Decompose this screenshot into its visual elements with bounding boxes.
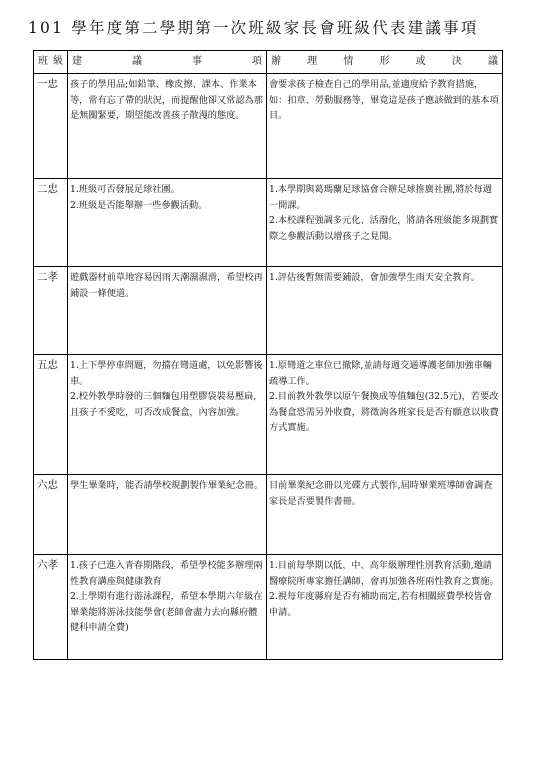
class-cell: 二忠 (34, 179, 68, 267)
suggestion-cell (68, 179, 267, 267)
response-item: 1.評估後暫無需要鋪設，會加強學生雨天安全教育。 (269, 272, 480, 283)
table-header-row (34, 51, 503, 74)
suggestion-item: 1.孩子已進入青春期階段，希望學校能多辦理兩性教育講座與健康教育 (70, 560, 263, 587)
header-char: 辦 (271, 56, 281, 67)
class-cell: 二孝 (34, 267, 68, 355)
table-row (34, 555, 503, 660)
response-cell (267, 555, 503, 660)
table-row (34, 475, 503, 555)
suggestion-cell (68, 555, 267, 660)
suggestion-cell (68, 74, 267, 179)
suggestion-item: 遊戲器材前草地容易因雨天潮濕濕滑，希望校再鋪設一條便道。 (70, 272, 263, 299)
header-char: 或 (415, 56, 426, 67)
document-title: 101 學年度第二學期第一次班級家長會班級代表建議事項 (28, 19, 479, 37)
class-cell: 一忠 (34, 74, 68, 179)
header-char: 項 (252, 56, 262, 67)
header-char: 議 (132, 56, 142, 67)
response-item: 會要求孩子檢查自己的學用品,並適度給予教育措施，如：扣章、勞動服務等，畢竟這是孩子應該做到的基本項目。 (269, 79, 499, 121)
suggestion-cell (68, 267, 267, 355)
response-item: 2.視每年度縣府是否有補助而定,若有相關經費學校皆會申請。 (269, 591, 492, 618)
header-char: 班 (38, 56, 48, 67)
response-cell (267, 74, 503, 179)
header-char: 建 (72, 56, 82, 67)
response-cell (267, 179, 503, 267)
header-char: 議 (487, 56, 498, 67)
table-row (34, 267, 503, 355)
header-handling (267, 51, 503, 74)
suggestion-item: 孩子的學用品;如鉛筆、橡皮擦、課本、作業本等，常有忘了帶的狀況，而提醒他卻又常認為那是無關緊要，期望能改善孩子散漫的態度。 (70, 79, 263, 121)
response-item: 1.本學期與葛瑪蘭足球協會合辦足球推廣社團,將於每週一開課。 (269, 184, 492, 211)
header-char: 理 (307, 56, 318, 67)
table-row (34, 179, 503, 267)
suggestion-item: 2.校外教學時發的三個麵包用塑膠袋裝易壓扁,且孩子不愛吃，可否改成餐盒，內容加強。 (70, 391, 257, 418)
suggestion-item: 2.上學期有進行游泳課程，希望本學期六年級在畢業能將游泳技能學會(老師會盡力去向縣府體健科申請全費) (70, 591, 263, 633)
response-item: 目前畢業紀念冊以光碟方式製作,屆時畢業班導師會調查家長是否要製作書冊。 (269, 480, 493, 507)
class-cell: 五忠 (34, 355, 68, 475)
header-suggestion (68, 51, 267, 74)
response-cell (267, 475, 503, 555)
class-cell: 六孝 (34, 555, 68, 660)
table-row (34, 74, 503, 179)
suggestion-cell (68, 475, 267, 555)
response-item: 2.本校課程強調多元化、活潑化，將請各班級能多規劃實際之參觀活動以增孩子之見聞。 (269, 215, 499, 242)
header-char: 事 (192, 56, 202, 67)
response-item: 2.目前教外教學以原午餐換成等值麵包(32.5元)，若要改為餐盒恐需另外收費，將徵詢各班家長是否有願意以收費方式實施。 (269, 391, 499, 433)
response-item: 1.原彎道之車位已撤除,並請每週交通導護老師加強車輛疏導工作。 (269, 360, 492, 387)
table-row (34, 355, 503, 475)
suggestion-item: 2.班級是否能舉辦一些參觀活動。 (70, 199, 208, 211)
suggestion-cell (68, 355, 267, 475)
class-cell: 六忠 (34, 475, 68, 555)
header-char: 情 (343, 56, 354, 67)
response-cell (267, 355, 503, 475)
header-char: 形 (379, 56, 390, 67)
suggestion-item: 學生畢業時，能否請學校規劃製作畢業紀念冊。 (70, 480, 263, 491)
suggestion-item: 1.上下學停車問題，勿擋在彎道處，以免影響後車。 (70, 360, 263, 387)
header-class (34, 51, 68, 74)
header-char: 級 (53, 56, 63, 67)
header-char: 決 (451, 56, 462, 67)
suggestion-table (33, 50, 503, 660)
response-item: 1.目前每學期以低、中、高年級辦理性別教育活動,邀請醫療院所專家擔任講師，會再加強各班兩性教育之實施。 (269, 560, 499, 587)
response-cell (267, 267, 503, 355)
suggestion-item: 1.班級可否發展足球社團。 (70, 184, 180, 195)
